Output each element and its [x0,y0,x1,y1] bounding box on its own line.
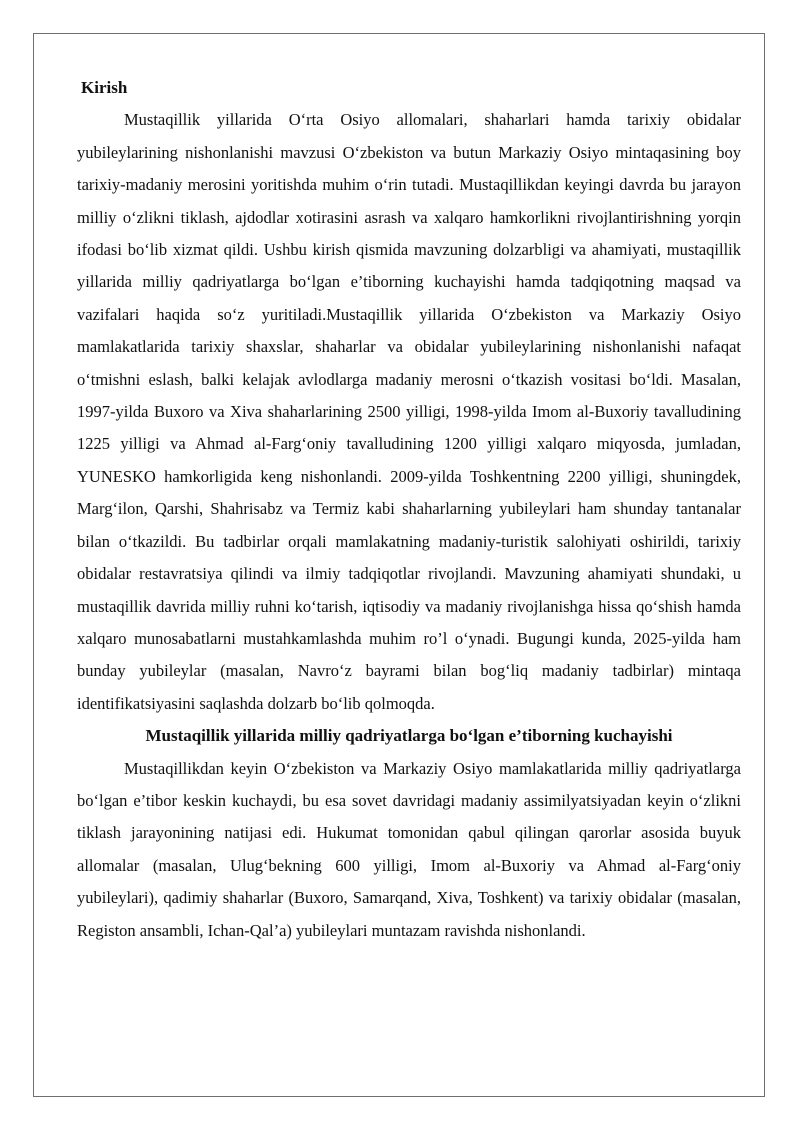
section-heading-kirish: Kirish [81,78,128,97]
intro-paragraph: Mustaqillik yillarida O‘rta Osiyo allomalari, shaharlari hamda tarixiy obidalar yubileylarining nishonlanishi mavzusi O‘zbekiston va butun Markaziy Osiyo mintaqasining boy tarixiy-madaniy merosini yoritishda muhim o‘rin tutadi. Mustaqillikdan keyingi davrda bu jarayon milliy o‘zlikni tiklash, ajdodlar xotirasini asrash va xalqaro hamkorlikni rivojlantirishning yorqin ifodasi bo‘lib xizmat qildi. Ushbu kirish qismida mavzuning dolzarbligi va ahamiyati, mustaqillik yillarida milliy qadriyatlarga bo‘lgan e’tiborning kuchayishi hamda tadqiqotning maqsad va vazifalari haqida so‘z yuritiladi.Mustaqillik yillarida O‘zbekiston va Markaziy Osiyo mamlakatlarida tarixiy shaxslar, shaharlar va obidalar yubileylarining nishonlanishi nafaqat o‘tmishni eslash, balki kelajak avlodlarga madaniy merosni o‘tkazish vositasi bo‘ldi. Masalan, 1997-yilda Buxoro va Xiva shaharlarining 2500 yilligi, 1998-yilda Imom al-Buxoriy tavalludining 1225 yilligi va Ahmad al-Farg‘oniy tavalludining 1200 yilligi xalqaro miqyosda, jumladan, YUNESKO hamkorligida keng nishonlandi. 2009-yilda Toshkentning 2200 yilligi, shuningdek, Marg‘ilon, Qarshi, Shahrisabz va Termiz kabi shaharlarning yubileylari ham shunday tantanalar bilan o‘tkazildi. Bu tadbirlar orqali mamlakatning madaniy-turistik salohiyati oshirildi, tarixiy obidalar restavratsiya qilindi va ilmiy tadqiqotlar rivojlandi. Mavzuning ahamiyati shundaki, u mustaqillik davrida milliy ruhni ko‘tarish, iqtisodiy va madaniy rivojlanishga hissa qo‘shish hamda xalqaro munosabatlarni mustahkamlashda muhim ro’l o‘ynadi. Bugungi kunda, 2025-yilda ham bunday yubileylar (masalan, Navro‘z bayrami bilan bog‘liq madaniy tadbirlar) mintaqa identifikatsiyasini saqlashda dolzarb bo‘lib qolmoqda. [77,110,741,713]
section-heading-national-values: Mustaqillik yillarida milliy qadriyatlarga bo‘lgan e’tiborning kuchayishi [145,726,673,746]
document-body [77,72,741,947]
national-values-paragraph: Mustaqillikdan keyin O‘zbekiston va Markaziy Osiyo mamlakatlarida milliy qadriyatlarga bo‘lgan e’tibor keskin kuchaydi, bu esa sovet davridagi madaniy assimilyatsiyadan keyin o‘zlikni tiklash jarayonining natijasi edi. Hukumat tomonidan qabul qilingan qarorlar asosida buyuk allomalar (masalan, Ulug‘bekning 600 yilligi, Imom al-Buxoriy va Ahmad al-Farg‘oniy yubileylari), qadimiy shaharlar (Buxoro, Samarqand, Xiva, Toshkent) va tarixiy obidalar (masalan, Registon ansambli, Ichan-Qal’a) yubileylari muntazam ravishda nishonlandi. [77,758,741,940]
